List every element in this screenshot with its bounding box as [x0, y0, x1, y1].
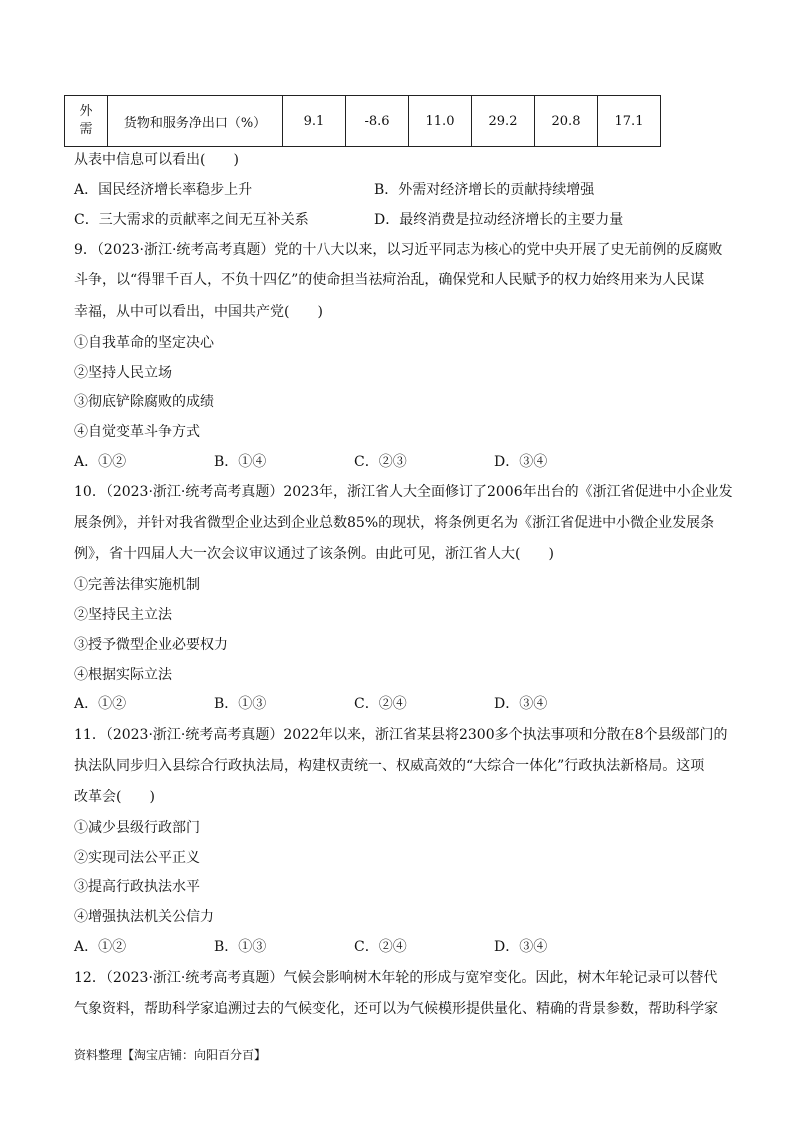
option-a: A．①②	[74, 939, 127, 955]
page-footer: 资料整理【淘宝店铺：向阳百分百】	[74, 1048, 267, 1062]
option-b: B．①③	[214, 939, 267, 955]
q12-line: 气象资料，帮助科学家追溯过去的气候变化，还可以为气候模形提供量化、精确的背景参数，帮助科学家	[74, 1001, 718, 1017]
q9-item: ④自觉变革斗争方式	[74, 424, 200, 440]
data-table	[64, 95, 661, 147]
table-item-cell: 货物和服务净出口（%）	[108, 96, 283, 147]
category-char-2: 需	[79, 122, 93, 137]
q9-line: 斗争，以“得罪千百人，不负十四亿”的使命担当祛疴治乱，确保党和人民赋予的权力始终用来为人民谋	[74, 272, 705, 288]
q9-item: ①自我革命的坚定决心	[74, 335, 214, 351]
q10-item: ③授予微型企业必要权力	[74, 637, 228, 653]
q11-line: 改革会( )	[74, 789, 155, 805]
option-b: B．①③	[214, 696, 267, 712]
q9-line: 幸福，从中可以看出，中国共产党( )	[74, 304, 323, 320]
option-c: C．②③	[354, 454, 407, 470]
table-value-cell: 11.0	[409, 96, 472, 147]
option-a: A．国民经济增长率稳步上升	[74, 182, 253, 198]
q10-line: 展条例》，并针对我省微型企业达到企业总数85%的现状，将条例更名为《浙江省促进中小微企业发展条	[74, 515, 715, 531]
category-char-1: 外	[79, 104, 93, 119]
q11-item: ④增强执法机关公信力	[74, 909, 214, 925]
q9-item: ③彻底铲除腐败的成绩	[74, 394, 214, 410]
option-c: C．②④	[354, 939, 407, 955]
q11-line: 执法队同步归入县综合行政执法局，构建权责统一、权威高效的“大综合一体化”行政执法新格局。这项	[74, 758, 705, 774]
option-d: D．③④	[494, 939, 548, 955]
q12-line: 12．（2023·浙江·统考高考真题）气候会影响树木年轮的形成与宽窄变化。因此，树木年轮记录可以替代	[74, 970, 718, 986]
q10-item: ④根据实际立法	[74, 667, 172, 683]
q11-options	[74, 937, 730, 957]
q9-line: 9．（2023·浙江·统考高考真题）党的十八大以来，以习近平同志为核心的党中央开展了史无前例的反腐败	[74, 242, 723, 258]
q10-line: 例》，省十四届人大一次会议审议通过了该条例。由此可见，浙江省人大( )	[74, 546, 554, 562]
q8-stem: 从表中信息可以看出( )	[74, 152, 239, 168]
q11-line: 11．（2023·浙江·统考高考真题）2022年以来，浙江省某县将2300多个执法事项和分散在8个县级部门的	[74, 727, 728, 743]
option-b: B．外需对经济增长的贡献持续增强	[374, 182, 595, 198]
table-value-cell: -8.6	[346, 96, 409, 147]
table-row	[65, 96, 661, 147]
table-value-cell: 9.1	[283, 96, 346, 147]
q10-item: ②坚持民主立法	[74, 607, 172, 623]
table-category-cell	[65, 96, 108, 147]
q8-options-row-2	[74, 210, 730, 230]
q11-item: ①减少县级行政部门	[74, 820, 200, 836]
table-value-cell: 17.1	[598, 96, 661, 147]
q9-item: ②坚持人民立场	[74, 365, 172, 381]
q8-options-row-1	[74, 180, 730, 200]
q11-item: ③提高行政执法水平	[74, 879, 200, 895]
option-a: A．①②	[74, 696, 127, 712]
option-c: C．②④	[354, 696, 407, 712]
q11-item: ②实现司法公平正义	[74, 850, 200, 866]
table-value-cell: 29.2	[472, 96, 535, 147]
option-d: D．最终消费是拉动经济增长的主要力量	[374, 212, 624, 228]
q10-line: 10．（2023·浙江·统考高考真题）2023年，浙江省人大全面修订了2006年出台的《浙江省促进中小企业发	[74, 484, 733, 500]
q9-options	[74, 452, 730, 472]
q10-options	[74, 694, 730, 714]
q10-item: ①完善法律实施机制	[74, 577, 200, 593]
option-c: C．三大需求的贡献率之间无互补关系	[74, 212, 309, 228]
option-b: B．①④	[214, 454, 267, 470]
table-value-cell: 20.8	[535, 96, 598, 147]
option-d: D．③④	[494, 696, 548, 712]
option-d: D．③④	[494, 454, 548, 470]
option-a: A．①②	[74, 454, 127, 470]
